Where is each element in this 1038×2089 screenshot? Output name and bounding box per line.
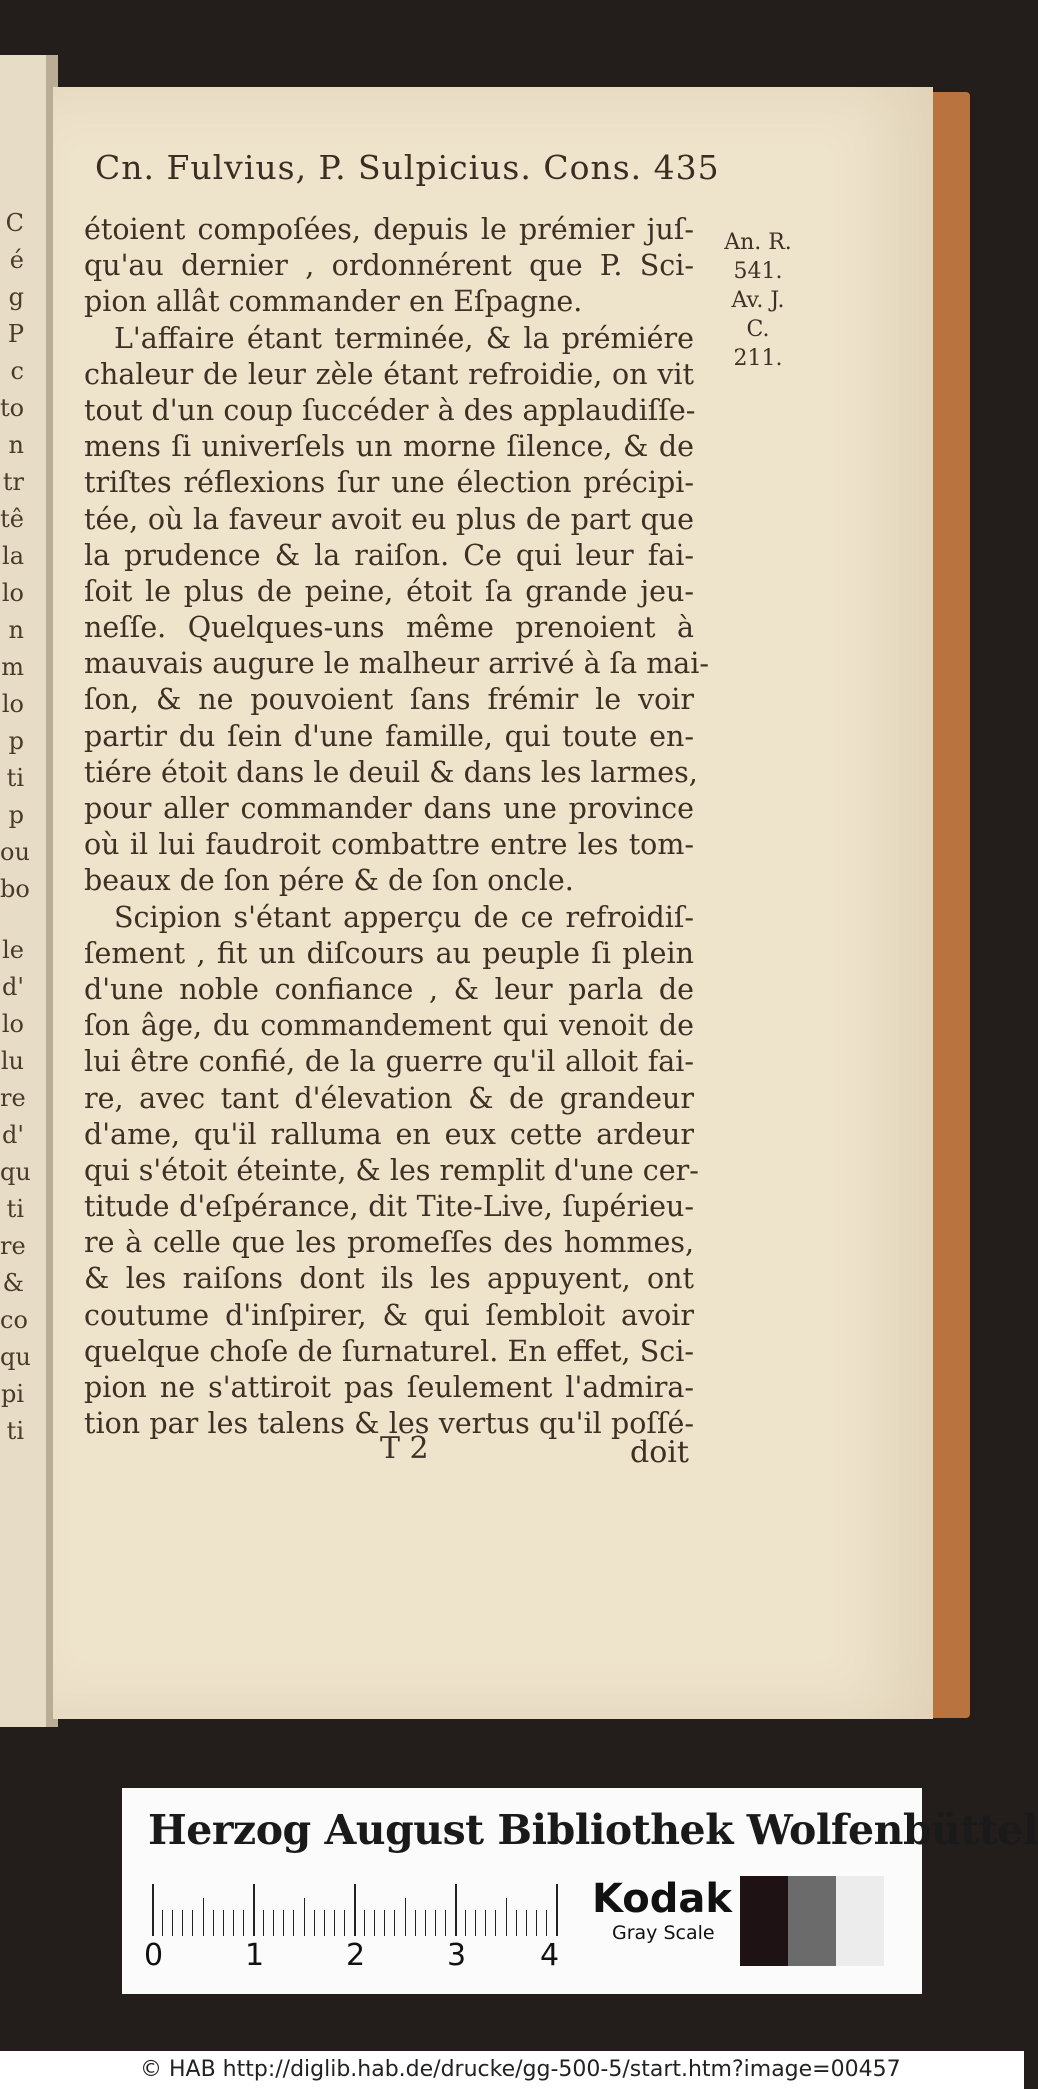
ruler-tick [344,1910,345,1936]
scale-label: 3 [447,1938,467,1973]
ruler-tick [152,1884,154,1936]
library-name: Herzog August Bibliothek Wolfenbüttel [148,1806,1038,1854]
facing-page-fragment: g [8,283,24,311]
text-line: neſſe. Quelques-uns même prenoient à [84,611,694,645]
text-line: mens ſi univerſels un morne ſilence, & de [84,430,694,464]
text-line: où il lui faudroit combattre entre les tom- [84,828,694,862]
ruler-tick [233,1910,234,1936]
text-line: d'ame, qu'il ralluma en eux cette ardeur [84,1117,694,1151]
ruler-tick [425,1910,426,1936]
catchword: doit [630,1435,689,1470]
text-line: re à celle que les promeſſes des hommes, [84,1226,694,1260]
text-line: chaleur de leur zèle étant refroidie, on vit [84,357,694,391]
facing-page-text-fragments [0,205,31,1450]
kodak-logo: Kodak [592,1876,732,1922]
facing-page-fragment: qu [0,1158,31,1186]
text-line: Scipion s'étant apperçu de ce refroidiſ- [114,900,694,934]
text-line: partir du ſein d'une famille, qui toute en- [84,719,694,753]
ruler-tick [243,1910,244,1936]
text-line: qu'au dernier , ordonnérent que P. Sci- [84,249,694,283]
copyright-link[interactable]: © HAB http://diglib.hab.de/drucke/gg-500-5/start.htm?image=00457 [140,2057,901,2082]
text-line: tiére étoit dans le deuil & dans les larmes, [84,755,698,789]
ruler-tick [556,1884,558,1936]
text-line: tout d'un coup ſuccéder à des applaudiſſe- [84,393,696,427]
text-line: L'affaire étant terminée, & la prémiére [114,321,694,355]
gray-swatch-mid [788,1876,836,1966]
gray-swatch-black [740,1876,788,1966]
ruler-scale [152,1884,588,1936]
ruler-tick [192,1910,193,1936]
text-line: lui être confié, de la guerre qu'il alloit fai- [84,1045,694,1079]
text-line: étoient compoſées, depuis le prémier juſ- [84,213,694,246]
text-line: & les raiſons dont ils les appuyent, ont [84,1262,694,1296]
signature-mark: T 2 [380,1431,429,1466]
ruler-tick [354,1884,356,1936]
facing-page-fragment: ou [0,838,30,866]
facing-page-fragment: lo [1,579,24,607]
facing-page-fragment: lo [1,690,24,718]
ruler-tick [334,1910,335,1936]
scale-label: 0 [144,1938,164,1973]
text-line: d'une noble confiance , & leur parla de [84,972,694,1006]
facing-page-fragment: qu [0,1343,31,1371]
running-head: Cn. Fulvius, P. Sulpicius. Cons. 435 [95,148,720,187]
footer-bar [0,2051,1024,2089]
ruler-tick [485,1910,486,1936]
facing-page-fragment: re [0,1232,26,1260]
facing-page-edge [0,55,52,1727]
scale-label: 2 [346,1938,366,1973]
ruler-tick [273,1910,274,1936]
ruler-tick [536,1910,537,1936]
facing-page-fragment: P [7,320,24,348]
facing-page-fragment: m [1,653,24,681]
scale-label: 1 [245,1938,265,1973]
facing-page-fragment: lo [1,1010,24,1038]
text-line: pour aller commander dans une province [84,792,694,825]
ruler-tick [445,1910,446,1936]
facing-page-fragment: pi [0,1380,24,1408]
facing-page-fragment: tr [2,468,24,496]
facing-page-fragment: p [8,801,24,829]
facing-page-fragment: le [2,936,24,964]
facing-page-fragment: é [9,246,24,274]
ruler-tick [495,1910,496,1936]
text-line: titude d'eſpérance, dit Tite-Live, ſupérieu- [84,1190,694,1224]
body-text [84,212,709,1442]
margin-date-note [722,228,794,373]
ruler-tick [364,1910,365,1936]
ruler-tick [394,1910,395,1936]
gray-scale-label: Gray Scale [612,1922,715,1944]
text-line: triſtes réflexions ſur une élection précipi- [84,466,694,500]
ruler-tick [314,1910,315,1936]
ruler-tick [465,1910,466,1936]
text-line: pion ne s'attiroit pas ſeulement l'admira- [84,1371,694,1404]
ruler-tick [253,1884,255,1936]
facing-page-fragment: co [0,1306,28,1334]
facing-page-fragment: c [10,357,24,385]
margin-note-line: An. R. [724,230,792,255]
text-line: ſoit le plus de peine, étoit ſa grande jeu- [84,574,694,608]
margin-note-line: 211. [733,346,783,371]
ruler-tick [516,1910,517,1936]
facing-page-fragment: & [2,1269,24,1297]
ruler-tick [405,1898,406,1936]
text-line: ſement , fit un diſcours au peuple ſi plein [84,936,694,970]
facing-page-fragment: ti [6,1195,24,1223]
ruler-tick [172,1910,173,1936]
text-line: la prudence & la raiſon. Ce qui leur fai- [84,538,694,572]
text-line: coutume d'inſpirer, & qui ſembloit avoir [84,1298,694,1332]
scale-label: 4 [540,1938,560,1973]
ruler-tick [506,1898,507,1936]
margin-note-line: Av. J. C. [731,288,785,342]
facing-page-fragment: ti [6,1417,24,1445]
ruler-tick [526,1910,527,1936]
text-line: qui s'étoit éteinte, & les remplit d'une cer- [84,1153,699,1187]
text-line: re, avec tant d'élevation & de grandeur [84,1081,694,1115]
text-line: tée, où la faveur avoit eu plus de part que [84,502,694,536]
ruler-tick [435,1910,436,1936]
facing-page-fragment: n [8,616,24,644]
target-card [122,1788,1038,1994]
text-line: ſon, & ne pouvoient ſans frémir le voir [84,683,694,717]
facing-page-fragment: tê [0,505,24,533]
ruler-tick [374,1910,375,1936]
facing-page-fragment: re [0,1084,26,1112]
ruler-tick [263,1910,264,1936]
ruler-tick [415,1910,416,1936]
ruler-tick [283,1910,284,1936]
ruler-tick [455,1884,457,1936]
facing-page-fragment: lu [0,1047,24,1075]
gray-swatch-white [836,1876,884,1966]
ruler-tick [304,1898,305,1936]
facing-page-fragment: la [2,542,24,570]
facing-page-fragment: C [5,209,24,237]
facing-page-fragment: n [8,431,24,459]
text-line: pion allât commander en Eſpagne. [84,285,583,319]
text-line: quelque choſe de ſurnaturel. En effet, Sci- [84,1334,694,1368]
text-line: tion par les talens & les vertus qu'il poſſé- [84,1407,694,1441]
text-line: ſon âge, du commandement qui venoit de [84,1009,694,1043]
ruler-tick [384,1910,385,1936]
ruler-tick [162,1910,163,1936]
facing-page-fragment: d' [2,1121,24,1149]
text-line: beaux de ſon pére & de ſon oncle. [84,864,574,898]
ruler-tick [546,1910,547,1936]
ruler-tick [223,1910,224,1936]
ruler-tick [203,1898,204,1936]
facing-page-fragment: bo [0,875,30,903]
facing-page-fragment: p [8,727,24,755]
text-line: mauvais augure le malheur arrivé à ſa mai- [84,647,709,681]
ruler-tick [213,1910,214,1936]
ruler-tick [293,1910,294,1936]
facing-page-fragment: ti [6,764,24,792]
ruler-tick [475,1910,476,1936]
facing-page-fragment: d' [2,973,24,1001]
margin-note-line: 541. [733,259,783,284]
ruler-tick [182,1910,183,1936]
ruler-tick [324,1910,325,1936]
facing-page-fragment: to [0,394,25,422]
